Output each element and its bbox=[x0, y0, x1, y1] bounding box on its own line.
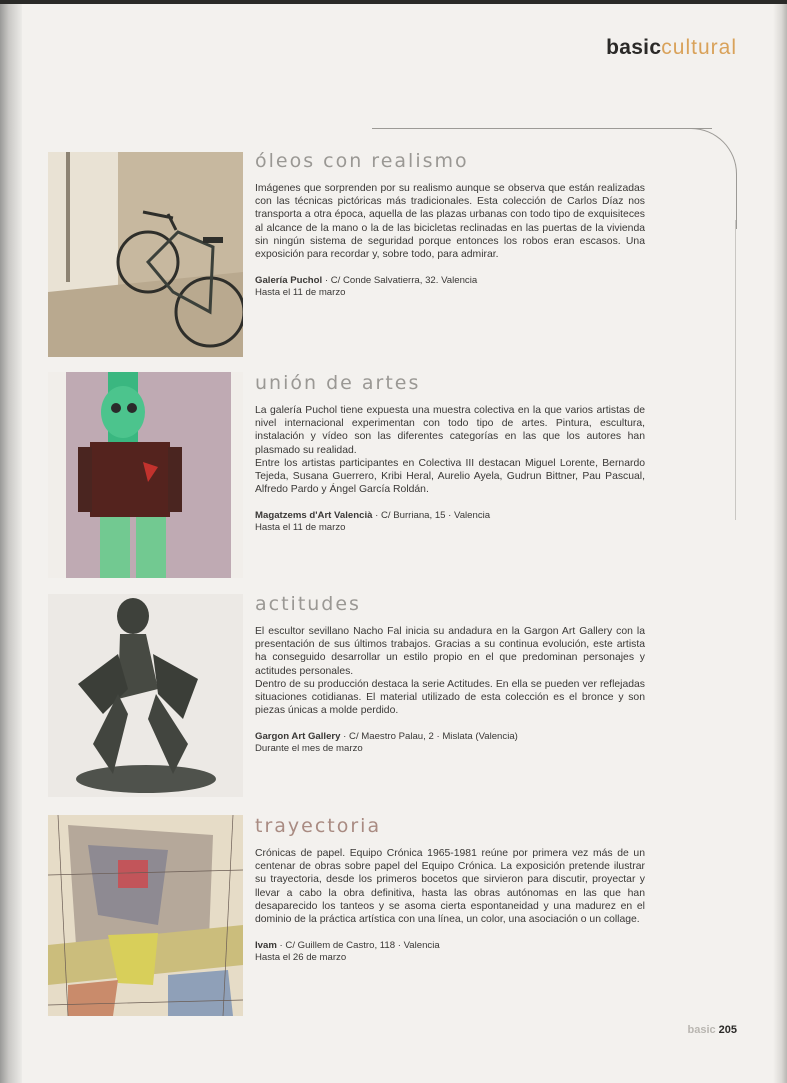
venue-address: · C/ Conde Salvatierra, 32. Valencia bbox=[322, 275, 478, 287]
section-body bbox=[255, 625, 645, 717]
magazine-brand bbox=[606, 36, 737, 60]
body-paragraph: Entre los artistas participantes en Colectiva III destacan Miguel Lorente, Bernardo Tejeda, Susana Guerrero, Kribi Heral, Aurelio Ayela, Gudrun Bittner, Pau Pascual, Alfredo Pardo y Ángel García Roldán. bbox=[255, 457, 645, 496]
section-oleos bbox=[255, 150, 645, 299]
section-actitudes bbox=[255, 593, 645, 755]
venue-name: Magatzems d'Art Valencià bbox=[255, 510, 373, 522]
decorative-rule bbox=[372, 128, 712, 129]
body-paragraph: La galería Puchol tiene expuesta una muestra colectiva en la que varios artistas de nivel internacional experimentan con todo tipo de artes. Pintura, escultura, instalación y vídeo son las diferentes categorías en las que los autores han plasmado su realidad. bbox=[255, 405, 645, 456]
page-folio bbox=[688, 1024, 738, 1036]
bicycle-painting-image bbox=[48, 152, 243, 357]
brand-bold: basic bbox=[606, 36, 662, 59]
venue-address: · C/ Burriana, 15 · Valencia bbox=[372, 510, 491, 522]
venue-name: Gargon Art Gallery bbox=[255, 731, 341, 743]
venue-address: · C/ Maestro Palau, 2 · Mislata (Valencia) bbox=[340, 731, 518, 743]
section-title: unión de artes bbox=[255, 372, 421, 394]
decorative-curve bbox=[690, 128, 737, 229]
venue-dates: Hasta el 11 de marzo bbox=[255, 522, 346, 534]
body-paragraph: Crónicas de papel. Equipo Crónica 1965-1981 reúne por primera vez más de un centenar de obras sobre papel del Equipo Crónica. La exposición pretende ilustrar su trayectoria, desde los primeros bocetos que sirvieron para discutir, proyectar y llevar a cabo la obra definitiva, hasta las obras autónomas en las que han desaparecido los tanteos y se asoma cierta espontaneidad y una madurez en el dominio de la práctica artística con una línea, un color, una asociación o un collage. bbox=[255, 848, 645, 926]
venue-info bbox=[255, 275, 645, 299]
section-union-de-artes bbox=[255, 372, 645, 534]
section-title: actitudes bbox=[255, 593, 361, 615]
body-paragraph: Imágenes que sorprenden por su realismo aunque se observa que están realizadas con las técnicas pictóricas más tradicionales. Esta colección de Carlos Díaz nos transporta a otra época, aquella de las plazas urbanas con todo tipo de exquisiteces al alcance de la mano o la de las bicicletas reclinadas en las puertas de la vivienda sin ningún sistema de seguridad porque entonces los robos eran escasos. Una exposición para recordar y, sobre todo, para admirar. bbox=[255, 183, 645, 261]
section-trayectoria bbox=[255, 815, 645, 964]
colectiva-artwork-image bbox=[48, 372, 243, 578]
folio-label: basic bbox=[687, 1024, 716, 1036]
venue-dates: Hasta el 11 de marzo bbox=[255, 287, 346, 299]
bronze-sculpture-image bbox=[48, 594, 243, 797]
section-title: trayectoria bbox=[255, 815, 382, 837]
equipo-cronica-drawing-image bbox=[48, 815, 243, 1016]
section-body bbox=[255, 182, 645, 261]
venue-dates: Durante el mes de marzo bbox=[255, 743, 363, 755]
page-spine-shadow bbox=[0, 0, 22, 1083]
page-number: 205 bbox=[718, 1024, 737, 1036]
venue-name: Galería Puchol bbox=[255, 275, 323, 287]
brand-light: cultural bbox=[661, 36, 737, 59]
page-edge-shadow bbox=[773, 0, 787, 1083]
venue-name: Ivam bbox=[255, 940, 277, 952]
top-edge-band bbox=[0, 0, 787, 4]
decorative-vertical-rule bbox=[735, 220, 736, 520]
section-body bbox=[255, 404, 645, 496]
venue-info bbox=[255, 731, 645, 755]
venue-info bbox=[255, 940, 645, 964]
venue-info bbox=[255, 510, 645, 534]
venue-address: · C/ Guillem de Castro, 118 · Valencia bbox=[276, 940, 440, 952]
body-paragraph: El escultor sevillano Nacho Fal inicia su andadura en la Gargon Art Gallery con la presentación de sus últimos trabajos. Gracias a su continua evolución, este artista ha conseguido desarrollar un estilo propio en el que predominan personajes y actitudes personales. bbox=[255, 626, 645, 677]
body-paragraph: Dentro de su producción destaca la serie Actitudes. En ella se pueden ver reflejadas situaciones cotidianas. El material utilizado de esta colección es el bronce y son piezas únicas a molde perdido. bbox=[255, 678, 645, 717]
section-body bbox=[255, 847, 645, 926]
section-title: óleos con realismo bbox=[255, 150, 469, 172]
venue-dates: Hasta el 26 de marzo bbox=[255, 952, 347, 964]
